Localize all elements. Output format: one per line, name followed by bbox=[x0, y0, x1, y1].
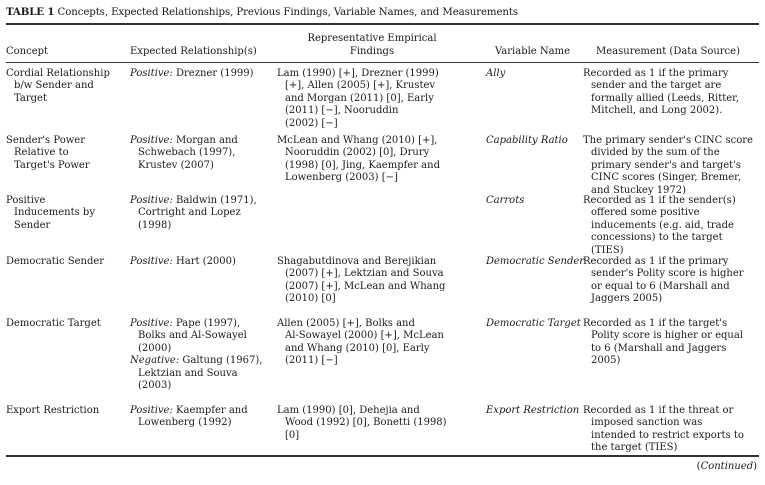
measurement-cell-line: formally allied (Leeds, Ritter, bbox=[591, 92, 740, 104]
measurement-cell-line: (TIES) bbox=[591, 244, 624, 256]
continued-note: (Continued) bbox=[696, 461, 757, 472]
header-rule bbox=[6, 62, 759, 63]
expected-relationship-line: Krustev (2007) bbox=[138, 159, 214, 171]
findings-cell-line: Lowenberg (2003) [−] bbox=[285, 172, 398, 184]
top-rule bbox=[6, 23, 759, 25]
measurement-cell-line: sender's Polity score is higher bbox=[591, 268, 744, 280]
measurement-cell-line: or equal to 6 (Marshall and bbox=[591, 280, 730, 292]
findings-cell-line: (2007) [+], Lektzian and Souva bbox=[285, 268, 444, 280]
findings-cell-line: (2002) [−] bbox=[285, 117, 338, 129]
concept-cell bbox=[6, 135, 90, 172]
table-label: TABLE 1 bbox=[6, 6, 55, 18]
concept-cell bbox=[6, 195, 95, 232]
header-concept: Concept bbox=[6, 46, 49, 57]
variable-name-cell: Export Restriction bbox=[486, 405, 580, 416]
expected-relationship-line: Bolks and Al-Sowayel bbox=[138, 330, 247, 342]
findings-cell-line: (2011) [−], Nooruddin bbox=[285, 105, 399, 117]
concept-cell-line: Export Restriction bbox=[6, 405, 100, 416]
variable-name-cell: Democratic Target bbox=[486, 318, 581, 329]
expected-relationship-line: (1998) bbox=[138, 219, 172, 231]
header-variable: Variable Name bbox=[495, 46, 571, 57]
expected-relationship-cell bbox=[130, 68, 254, 80]
variable-name-cell: Carrots bbox=[486, 195, 525, 206]
relationship-direction-label: Positive: bbox=[130, 68, 173, 79]
relationship-direction-label: Positive: bbox=[130, 256, 173, 267]
measurement-cell-line: sender and the target are bbox=[591, 80, 722, 92]
findings-cell bbox=[277, 68, 439, 130]
concept-cell-line: Relative to bbox=[14, 147, 69, 159]
measurement-cell bbox=[583, 195, 736, 257]
measurement-cell-line: Polity score is higher or equal bbox=[591, 330, 743, 342]
findings-cell-line: Shagabutdinova and Berejikian bbox=[277, 256, 437, 267]
concept-cell-line: Cordial Relationship bbox=[6, 68, 110, 79]
concept-cell-line: Target bbox=[14, 92, 47, 104]
measurement-cell-line: concessions) to the target bbox=[591, 232, 723, 244]
findings-cell-line: Nooruddin (2002) [0], Drury bbox=[285, 147, 430, 159]
relationship-direction-label: Negative: bbox=[130, 355, 180, 367]
measurement-cell-line: divided by the sum of the bbox=[591, 147, 720, 159]
measurement-cell-line: imposed sanction was bbox=[591, 417, 703, 429]
findings-cell-line: (1998) [0], Jing, Kaempfer and bbox=[285, 159, 440, 171]
relationship-direction-label: Positive: bbox=[130, 135, 173, 146]
expected-relationship-line bbox=[130, 355, 262, 367]
expected-relationship-line bbox=[130, 195, 257, 207]
measurement-cell-line: and Stuckey 1972) bbox=[591, 184, 687, 196]
concept-cell bbox=[6, 68, 110, 105]
measurement-cell-line: Recorded as 1 if the sender(s) bbox=[583, 195, 736, 206]
measurement-cell-line: Mitchell, and Long 2002). bbox=[591, 105, 723, 117]
header-expected: Expected Relationship(s) bbox=[130, 46, 257, 57]
measurement-cell-line: primary sender's and target's bbox=[591, 159, 742, 171]
relationship-direction-label: Positive: bbox=[130, 318, 173, 329]
expected-relationship-line bbox=[130, 135, 238, 147]
measurement-cell-line: the target (TIES) bbox=[591, 442, 678, 454]
bottom-rule bbox=[6, 455, 759, 457]
measurement-cell-line: offered some positive bbox=[591, 207, 700, 219]
header-findings-line2: Findings bbox=[349, 46, 395, 57]
measurement-cell-line: Recorded as 1 if the threat or bbox=[583, 405, 734, 416]
measurement-cell-line: to 6 (Marshall and Jaggers bbox=[591, 342, 727, 354]
concept-cell bbox=[6, 318, 101, 330]
findings-cell-line: Lam (1990) [+], Drezner (1999) bbox=[277, 68, 439, 79]
concept-cell-line: Target's Power bbox=[14, 159, 90, 171]
expected-relationship-cell bbox=[130, 135, 238, 172]
findings-cell-line: Allen (2005) [+], Bolks and bbox=[277, 318, 415, 329]
concept-cell-line: Sender bbox=[14, 219, 51, 231]
measurement-cell-line: The primary sender's CINC score bbox=[583, 135, 753, 146]
header-findings-line1: Representative Empirical bbox=[307, 33, 437, 44]
concept-cell-line: Inducements by bbox=[14, 207, 95, 219]
expected-relationship-line bbox=[130, 68, 254, 80]
header-measurement: Measurement (Data Source) bbox=[596, 46, 740, 57]
findings-cell-line: Al-Sowayel (2000) [+], McLean bbox=[285, 330, 444, 342]
measurement-cell-line: Jaggers 2005) bbox=[591, 293, 663, 305]
relationship-direction-label: Positive: bbox=[130, 405, 173, 416]
concept-cell bbox=[6, 256, 104, 268]
expected-relationship-line: (2003) bbox=[138, 380, 172, 392]
measurement-cell-line: CINC scores (Singer, Bremer, bbox=[591, 172, 741, 184]
expected-relationship-text: Baldwin (1971), bbox=[172, 195, 257, 206]
findings-cell bbox=[277, 405, 447, 442]
measurement-cell bbox=[583, 405, 744, 455]
findings-cell-line: (2010) [0] bbox=[285, 293, 336, 305]
continued-text: Continued bbox=[700, 461, 754, 472]
expected-relationship-line: Lowenberg (1992) bbox=[138, 417, 232, 429]
expected-relationship-cell bbox=[130, 405, 248, 430]
findings-cell-line: [+], Allen (2005) [+], Krustev bbox=[285, 80, 436, 92]
expected-relationship-text: Pape (1997), bbox=[172, 318, 241, 329]
measurement-cell-line: intended to restrict exports to bbox=[591, 429, 744, 441]
findings-cell-line: and Morgan (2011) [0], Early bbox=[285, 92, 434, 104]
variable-name-cell: Capability Ratio bbox=[486, 135, 568, 146]
expected-relationship-text: Hart (2000) bbox=[172, 256, 236, 267]
findings-cell bbox=[277, 318, 444, 368]
measurement-cell-line: Recorded as 1 if the primary bbox=[583, 256, 729, 267]
expected-relationship-line bbox=[130, 318, 262, 330]
variable-name-cell: Ally bbox=[486, 68, 506, 79]
measurement-cell bbox=[583, 318, 743, 368]
expected-relationship-line: Schwebach (1997), bbox=[138, 147, 236, 159]
expected-relationship-text: Galtung (1967), bbox=[179, 355, 263, 367]
measurement-cell-line: Recorded as 1 if the primary bbox=[583, 68, 729, 79]
concept-cell-line: Sender's Power bbox=[6, 135, 85, 146]
concept-cell-line: Positive bbox=[6, 195, 46, 206]
concept-cell-line: b/w Sender and bbox=[14, 80, 94, 92]
expected-relationship-text: Kaempfer and bbox=[172, 405, 248, 416]
relationship-direction-label: Positive: bbox=[130, 195, 173, 206]
expected-relationship-line bbox=[130, 256, 236, 268]
concept-cell bbox=[6, 405, 99, 417]
measurement-cell bbox=[583, 256, 744, 306]
expected-relationship-cell bbox=[130, 318, 262, 392]
table-caption bbox=[6, 6, 518, 18]
measurement-cell bbox=[583, 135, 753, 197]
measurement-cell bbox=[583, 68, 739, 118]
expected-relationship-line bbox=[130, 405, 248, 417]
findings-cell-line: and Whang (2010) [0], Early bbox=[285, 342, 430, 354]
expected-relationship-cell bbox=[130, 195, 257, 232]
table-title: Concepts, Expected Relationships, Previous Findings, Variable Names, and Measurements bbox=[57, 7, 518, 18]
findings-cell-line: (2011) [−] bbox=[285, 355, 338, 367]
findings-cell-line: [0] bbox=[285, 429, 300, 441]
findings-cell-line: McLean and Whang (2010) [+], bbox=[277, 135, 438, 146]
measurement-cell-line: inducements (e.g. aid, trade bbox=[591, 219, 734, 231]
header-findings bbox=[282, 32, 462, 58]
expected-relationship-cell bbox=[130, 256, 236, 268]
findings-cell bbox=[277, 135, 440, 185]
concept-cell-line: Democratic Target bbox=[6, 318, 101, 329]
expected-relationship-line: Lektzian and Souva bbox=[138, 367, 238, 379]
variable-name-cell: Democratic Sender bbox=[486, 256, 585, 267]
findings-cell-line: (2007) [+], McLean and Whang bbox=[285, 280, 446, 292]
expected-relationship-text: Morgan and bbox=[172, 135, 238, 146]
expected-relationship-line: (2000) bbox=[138, 342, 172, 354]
findings-cell-line: Wood (1992) [0], Bonetti (1998) bbox=[285, 417, 447, 429]
measurement-cell-line: Recorded as 1 if the target's bbox=[583, 318, 728, 329]
expected-relationship-text: Drezner (1999) bbox=[172, 68, 254, 79]
concept-cell-line: Democratic Sender bbox=[6, 256, 105, 267]
findings-cell bbox=[277, 256, 445, 306]
expected-relationship-line: Cortright and Lopez bbox=[138, 207, 241, 219]
measurement-cell-line: 2005) bbox=[591, 355, 621, 367]
findings-cell-line: Lam (1990) [0], Dehejia and bbox=[277, 405, 420, 416]
